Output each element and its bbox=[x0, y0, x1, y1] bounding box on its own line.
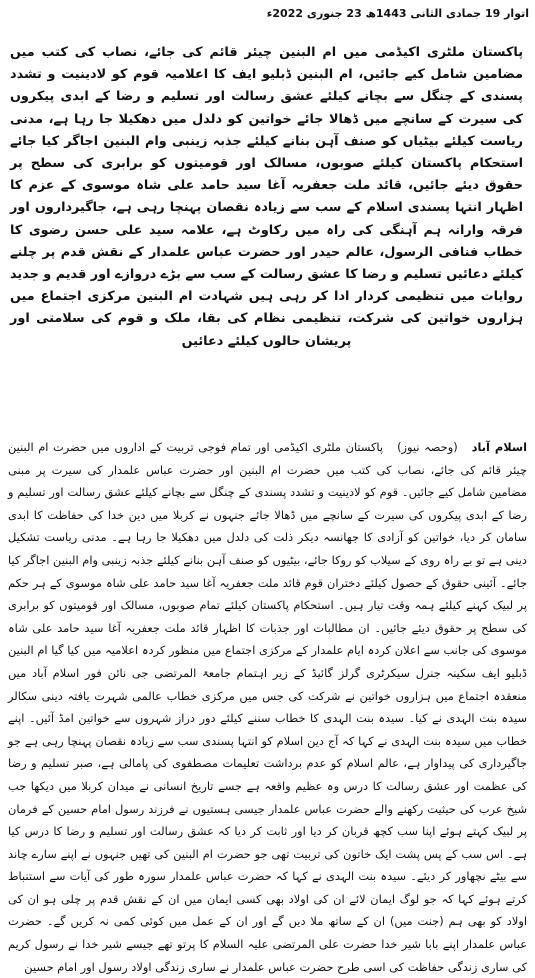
news-agency: (وحصہ نیوز) bbox=[397, 440, 458, 454]
article-body bbox=[8, 436, 527, 978]
dateline: اتوار 19 جمادی الثانی 1443ھ 23 جنوری 2022ء bbox=[266, 7, 529, 20]
article-text: پاکستان ملٹری اکیڈمی اور تمام فوجی تربیت کے اداروں میں حضرت ام البنین چیئر قائم کی جائے، نصاب کی کتب میں حضرت ام البنین اور حضرت عباس علمدار کی سیرت پر مبنی مضامین شامل کیے جائیں۔ قوم کو لادینیت و تشدد پسندی کے چنگل سے بچانے کیلئے عشق رسالت اور تسلیم و رضا کے ابدی پیکروں کی سیرت کے سانچے میں ڈھالا جائے جنہوں نے کربلا میں دین خدا کی حفاظت کا ابدی سامان کر دیا، خواتین کو آزادی کا جھانسہ دیکر ذلت کی دلدل میں دھکیلا جا رہا ہے۔ مدنی ریاست تشکیل دینی ہے تو بے راہ روی کے سیلاب کو روکا جائے، بیٹیوں کو صنف آہن بنانے کیلئے جذبہ زینبی وام البنین اجاگر کیا جائے۔ آئینی حقوق کے حصول کیلئے دختران قوم قائد ملت جعفریہ آغا سید حامد علی شاہ موسوی کے ہر حکم پر لبیک کہنے کیلئے ہمہ وقت تیار ہیں۔ استحکام پاکستان کیلئے تمام صوبوں، مسالک اور قومیتوں کو برابری کی سطح پر حقوق دیئے جائیں۔ ان مطالبات اور جذبات کا اظہار قائد ملت جعفریہ آغا سید حامد علی شاہ موسوی کی جانب سے اعلان کردہ ایام علمدار کے مرکزی اجتماع میں منظور کردہ اعلامیہ میں کیا گیا ام البنین ڈبلیو ایف سکینہ جنرل سیکرٹری گرلز گائیڈ کے زیر اہتمام جامعۃ المرتضی جی نائن فور اسلام آباد میں منعقدہ اجتماع میں ہزاروں خواتین نے شرکت کی جس میں مرکزی خطاب عالمی شہرت یافتہ دینی سکالر سیدہ بنت الہدی نے کیا۔ سیدہ بنت الہدی کا خطاب سننے کیلئے دور دراز شہروں سے خواتین امڈ آئیں۔ اپنے خطاب میں سیدہ بنت الہدی نے کہا کہ آج دین اسلام کو انتہا پسندی سب سے زیادہ نقصان پہنچا رہی ہے جو جاگیرداری کی پیداوار ہے، عالم اسلام کو عدم برداشت تعلیمات مصطفوی کی پامالی ہے، صبر تسلیم و رضا کی عظمت اور عشق رسالت کا درس وہ عظیم واقعہ ہے جسے تاریخ انسانی نے میدان کربلا میں دیکھا جب شیخ عرب کی حیثیت رکھنے والے حضرت عباس علمدار جیسی ہستیوں نے فرزند رسول امام حسین کے فرمان پر لبیک کہتے ہوئے اپنا سب کچھ قربان کر دیا اور ثابت کر دیا کہ عشق رسالت اور تسلیم و رضا کا درس کیا ہے۔ اس سب کے پس پشت ایک خاتون کی تربیت تھی جو حضرت ام البنین کی تھیں جنہوں نے اپنے سارے چاند سے بیٹے نچھاور کر دیئے۔ سیدہ بنت الہدی نے کہا کہ حضرت عباس علمدار سورہ طور کی آیات سے استنباط کرتے ہوئے کہا کہ جو لوگ ایمان لائے ان کی اولاد بھی کسی ایمان میں ان کے نقش قدم پر چلی ہو ان کی اولاد کو بھی ہم (جنت میں) ان کے ساتھ ملا دیں گے اور ان کے عمل میں کوئی کمی نہ کریں گے۔ حضرت عباس علمدار اپنے بابا شیر خدا حضرت علی المرتضی علیہ السلام کا پرتو تھے جیسے شیر خدا نے رسول کریم کی ساری زندگی حفاظت کی اسی طرح حضرت عباس علمدار نے ساری زندگی اولاد رسول اور امام حسین bbox=[8, 440, 527, 974]
dateline-place: اسلام آباد bbox=[471, 440, 527, 454]
article-headline: پاکستان ملٹری اکیڈمی میں ام البنین چیئر قائم کی جائے، نصاب کی کتب میں مضامین شامل کیے جائیں، ام البنین ڈبلیو ایف کا اعلامیہ قوم کو لادینیت و تشدد پسندی کے چنگل سے بچانے کیلئے عشق رسالت اور تسلیم و رضا کے ابدی پیکروں کی سیرت کے سانچے میں ڈھالا جائے خواتین کو دلدل میں دھکیلا جا رہا ہے، مدنی ریاست کیلئے بیٹیاں کو صنف آہن بنانے کیلئے جذبہ زینبی وام البنین اجاگر کیا جائے استحکام پاکستان کیلئے صوبوں، مسالک اور قومیتوں کو برابری کی سطح پر حقوق دیئے جائیں، قائد ملت جعفریہ آغا سید حامد علی شاہ موسوی کے عزم کا اظہار انتہا پسندی اسلام کے سب سے زیادہ نقصان پہنچا رہی ہے، جاگیرداروں اور فرقہ وارانہ ہم آہنگی کی راہ میں رکاوٹ ہے، علامہ سید علی حسن رضوی کا خطاب فنافی الرسول، عالم حیدر اور حضرت عباس علمدار کے نقش قدم پر چلنے کیلئے دعائیں تسلیم و رضا کا عشق رسالت کے سب سے بڑے دروازے اور قدیم و جدید روایات میں تنظیمی کردار ادا کر رہی ہیں شہادت ام البنین مرکزی اجتماع میں ہزاروں خواتین کی شرکت، تنظیمی نظام کی بقا، ملک و قوم کی سلامتی اور پریشان حالوں کیلئے دعائیں bbox=[10, 45, 523, 349]
